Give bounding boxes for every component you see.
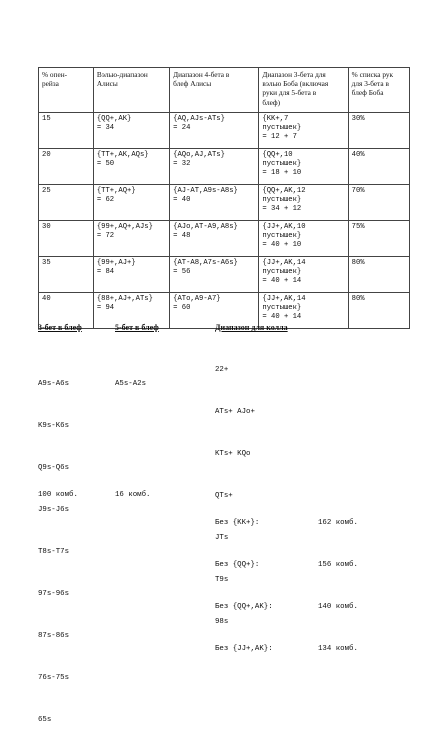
bluff-3bet-heading: 3-бет в блеф [38, 323, 82, 332]
open-raise-range-table [38, 67, 410, 329]
list-item: 87s-86s [38, 632, 70, 640]
header-bob-3bet-bluff-pct: % списка рук для 3-бета в блеф Боба [348, 68, 409, 113]
total-value: 156 комб. [318, 561, 358, 569]
table-cell: {88+,AJ+,ATs} = 94 [93, 293, 169, 329]
table-row [39, 185, 410, 221]
list-item: A5s-A2s [115, 380, 147, 388]
table-cell: {KK+,7 пустышек} = 12 + 7 [259, 113, 348, 149]
total-label: Без {QQ+}: [215, 561, 260, 569]
list-item: 22+ [215, 366, 229, 374]
table-row [39, 113, 410, 149]
header-alice-4bet-bluff-range: Диапазон 4-бета в блеф Алисы [170, 68, 259, 113]
list-item: A9s-A6s [38, 380, 70, 388]
table-header-row [39, 68, 410, 113]
header-bob-3bet-value-range: Диапазон 3-бета для вэлью Боба (включая руки для 5-бета в блеф) [259, 68, 348, 113]
list-item: Q9s-Q6s [38, 464, 70, 472]
table-cell: 30 [39, 221, 94, 257]
table-cell: {99+,AQ+,AJs} = 72 [93, 221, 169, 257]
list-item: T8s-T7s [38, 548, 70, 556]
table-cell: {TT+,AQ+} = 62 [93, 185, 169, 221]
table-row [39, 257, 410, 293]
table-cell: {JJ+,AK,14 пустышек} = 40 + 14 [259, 257, 348, 293]
table-row [39, 221, 410, 257]
call-totals-labels [215, 488, 273, 670]
table-cell: {AJo,AT-A9,A8s} = 48 [170, 221, 259, 257]
table-cell: {QQ+,AK} = 34 [93, 113, 169, 149]
total-label: Без {JJ+,AK}: [215, 645, 273, 653]
table-cell: 75% [348, 221, 409, 257]
table-cell: 70% [348, 185, 409, 221]
list-item: ATs+ AJo+ [215, 408, 255, 416]
table-cell: {QQ+,10 пустышек} = 18 + 10 [259, 149, 348, 185]
list-item: JTs [215, 534, 229, 542]
call-totals-values [318, 488, 358, 670]
table-row [39, 149, 410, 185]
table-cell: {AT-A8,A7s-A6s} = 56 [170, 257, 259, 293]
table-cell: 20 [39, 149, 94, 185]
list-item: 76s-75s [38, 674, 70, 682]
table-cell: {JJ+,AK,14 пустышек} = 40 + 14 [259, 293, 348, 329]
header-open-raise-pct: % опен- рейза [39, 68, 94, 113]
bluff-5bet-list [115, 349, 146, 405]
table-cell: {99+,AJ+} = 84 [93, 257, 169, 293]
table-cell: 30% [348, 113, 409, 149]
total-value: 134 комб. [318, 645, 358, 653]
total-value: 140 комб. [318, 603, 358, 611]
list-item: J9s-J6s [38, 506, 70, 514]
header-alice-value-range: Вэлью-диапазон Алисы [93, 68, 169, 113]
table-cell: 15 [39, 113, 94, 149]
list-item: QTs+ [215, 492, 233, 500]
bluff-5bet-heading: 5-бет в блеф [115, 323, 159, 332]
table-cell: 80% [348, 257, 409, 293]
table-cell: 35 [39, 257, 94, 293]
table-cell: {AQo,AJ,ATs} = 32 [170, 149, 259, 185]
table-cell: {ATo,A9-A7} = 60 [170, 293, 259, 329]
table-cell: {AQ,AJs-ATs} = 24 [170, 113, 259, 149]
list-item: 98s [215, 618, 229, 626]
bluff-3bet-total: 100 комб. [38, 491, 78, 499]
bluff-3bet-list [38, 349, 69, 741]
table-cell: {TT+,AK,AQs} = 50 [93, 149, 169, 185]
total-value: 162 комб. [318, 519, 358, 527]
total-label: Без {QQ+,AK}: [215, 603, 273, 611]
list-item: 97s-96s [38, 590, 70, 598]
table-cell: {QQ+,AK,12 пустышек} = 34 + 12 [259, 185, 348, 221]
table-cell: 25 [39, 185, 94, 221]
total-label: Без {KK+}: [215, 519, 260, 527]
table-cell: 40% [348, 149, 409, 185]
table-cell: {AJ-AT,A9s-A8s} = 40 [170, 185, 259, 221]
list-item: KTs+ KQo [215, 450, 251, 458]
call-range-heading: Диапазон для колла [215, 323, 288, 332]
table-cell: 40 [39, 293, 94, 329]
table-cell: 80% [348, 293, 409, 329]
list-item: 65s [38, 716, 52, 724]
bluff-5bet-total: 16 комб. [115, 491, 151, 499]
list-item: T9s [215, 576, 229, 584]
table-cell: {JJ+,AK,10 пустышек} = 40 + 10 [259, 221, 348, 257]
list-item: K9s-K6s [38, 422, 70, 430]
